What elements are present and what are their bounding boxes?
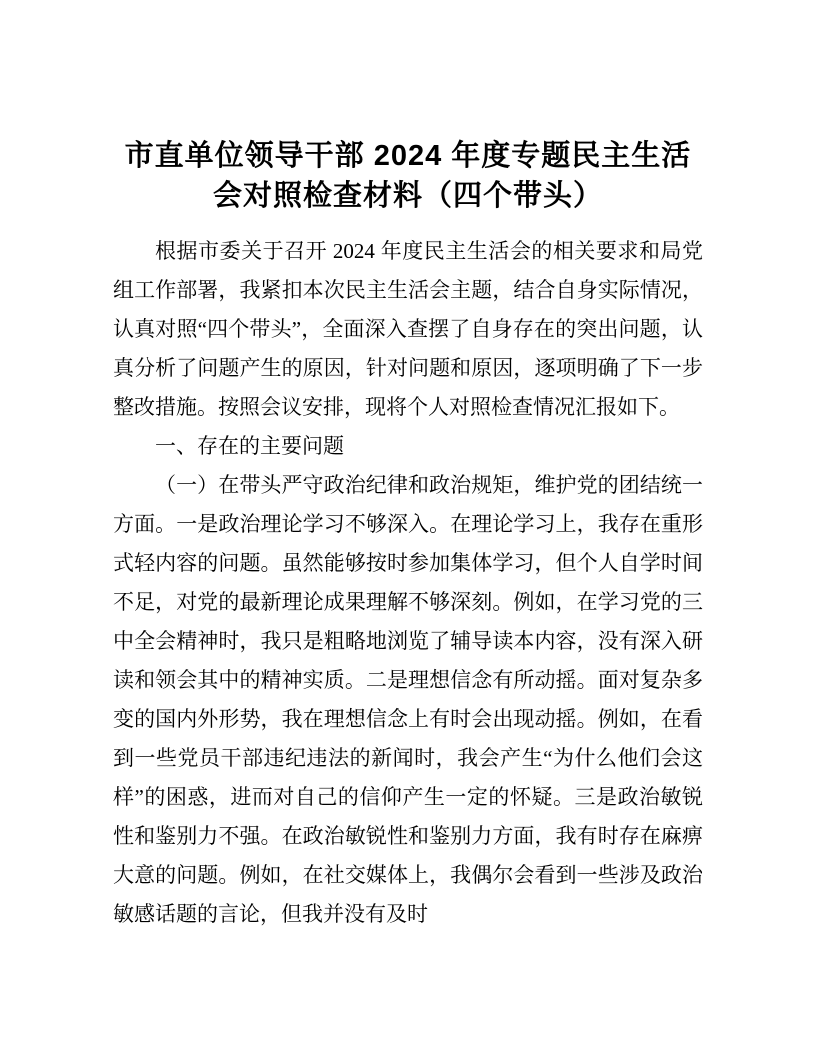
paragraph-problem-one: （一）在带头严守政治纪律和政治规矩，维护党的团结统一方面。一是政治理论学习不够深入。在理论学习上，我存在重形式轻内容的问题。虽然能够按时参加集体学习，但个人自学时间不足，对党的最新理论成果理解不够深刻。例如，在学习党的三中全会精神时，我只是粗略地浏览了辅导读本内容，没有深入研读和领会其中的精神实质。二是理想信念有所动摇。面对复杂多变的国内外形势，我在理想信念上有时会出现动摇。例如，在看到一些党员干部违纪违法的新闻时，我会产生“为什么他们会这样”的困惑，进而对自己的信仰产生一定的怀疑。三是政治敏锐性和鉴别力不强。在政治敏锐性和鉴别力方面，我有时存在麻痹大意的问题。例如，在社交媒体上，我偶尔会看到一些涉及政治敏感话题的言论，但我并没有及时 <box>113 473 703 926</box>
paragraph-intro: 根据市委关于召开 2024 年度民主生活会的相关要求和局党组工作部署，我紧扣本次民主生活会主题，结合自身实际情况，认真对照“四个带头”，全面深入查摆了自身存在的突出问题，认真分析了问题产生的原因，针对问题和原因，逐项明确了下一步整改措施。按照会议安排，现将个人对照检查情况汇报如下。 <box>113 239 703 419</box>
document-title: 市直单位领导干部 2024 年度专题民主生活会对照检查材料（四个带头） <box>124 140 692 212</box>
document-body <box>113 232 703 934</box>
section-heading-main-problems: 一、存在的主要问题 <box>155 434 344 458</box>
